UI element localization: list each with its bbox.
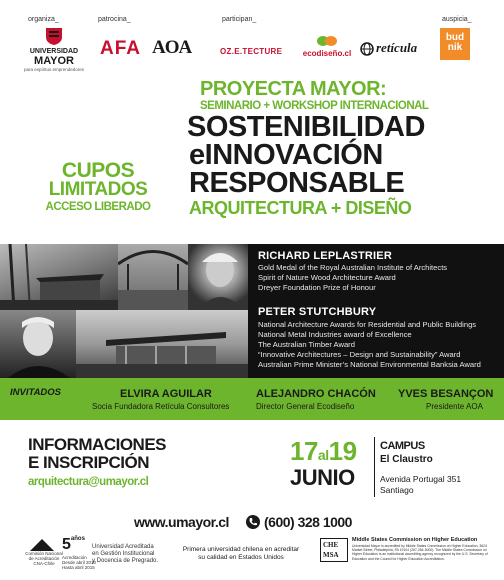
msa-logo-text: MSA <box>323 551 339 559</box>
umayor-logo-line2: MAYOR <box>34 55 74 67</box>
info-heading-line2: E INSCRIPCIÓN <box>28 453 150 472</box>
reticula-logo-text: retícula <box>376 40 418 55</box>
ecodiseno-leaf-icon <box>316 34 338 48</box>
msche-body: Universidad Mayor is accredited by Middle States Commission on Higher Education, 3624 Market Street, Philadelphia, PA 19104 (267-284-5000). The Middle States Commission on Higher Education is an institutional accrediting agency recognized by the U.S. Secretary of Education and the Council for Higher Education Accreditation. <box>352 544 488 561</box>
portrait-illustration <box>188 244 248 310</box>
peter-stutchbury-photo <box>0 310 76 378</box>
venue-line1: CAMPUS <box>380 440 425 452</box>
guest-3-role: Presidente AOA <box>426 402 483 411</box>
umayor-crest-icon <box>44 26 64 46</box>
umayor-logo-tagline: para espíritus emprendedores <box>23 67 85 72</box>
guest-1-name: ELVIRA AGUILAR <box>120 388 212 400</box>
cupos-line3: ACCESO LIBERADO <box>45 201 151 213</box>
auspicia-label: auspicia_ <box>442 16 472 23</box>
years-sub1: Acreditación <box>62 555 87 560</box>
guest-3-name: YVES BESANÇON <box>398 388 494 400</box>
phone-icon <box>246 515 260 529</box>
laureate-2-award-5: Australian Prime Minister’s National Environmental Banksia Award <box>258 360 481 369</box>
venue-line3: Avenida Portugal 351 <box>380 474 462 484</box>
cna-line3: CNA-Chile <box>33 561 55 566</box>
reticula-globe-icon <box>360 42 374 56</box>
organiza-label: organiza_ <box>28 16 59 23</box>
website-link[interactable]: www.umayor.cl <box>134 514 229 530</box>
laureate-1-award-3: Dreyer Foundation Prize of Honour <box>258 283 376 292</box>
cna-logo <box>30 538 54 550</box>
cna-emblem-icon <box>30 539 54 551</box>
main-title-line2-prefix: e <box>189 139 205 171</box>
guest-2-role: Director General Ecodiseño <box>256 402 355 411</box>
forest-house-photo <box>0 244 118 310</box>
event-subtitle: SEMINARIO + WORKSHOP INTERNACIONAL <box>200 100 429 112</box>
accreditation-years-detail <box>62 555 96 570</box>
cupos-line2: LIMITADOS <box>48 179 148 200</box>
laureate-1-name: RICHARD LEPLASTRIER <box>258 250 392 262</box>
portrait-illustration-2 <box>0 310 76 378</box>
event-title: PROYECTA MAYOR: <box>200 78 387 100</box>
laureate-2-award-3: The Australian Timber Award <box>258 340 355 349</box>
venue-line4: Santiago <box>380 485 414 495</box>
guest-1-role: Socia Fundadora Retícula Consultores <box>92 402 230 411</box>
laureate-2-award-1: National Architecture Awards for Residential and Public Buildings <box>258 320 477 329</box>
date-day-start: 17 <box>290 436 318 466</box>
umayor-logo-line1: UNIVERSIDAD <box>29 48 79 55</box>
accreditation-years <box>62 536 85 554</box>
laureates-band <box>0 244 504 378</box>
venue-line2: El Claustro <box>380 454 433 465</box>
years-number: 5 <box>62 536 71 553</box>
afa-logo: AFA <box>100 38 141 59</box>
laureate-2-award-2: National Metal Industries award of Excellence <box>258 330 412 339</box>
primera-line1: Primera universidad chilena en acreditar <box>182 546 300 553</box>
discipline-line: ARQUITECTURA + DISEÑO <box>189 198 412 218</box>
msche-title: Middle States Commission on Higher Education <box>352 537 478 543</box>
budnik-logo <box>440 28 470 60</box>
richard-leplastrier-photo <box>188 244 248 310</box>
acred-line3: y Docencia de Pregrado. <box>92 558 159 564</box>
forest-house-illustration <box>0 244 118 310</box>
info-email-link[interactable]: arquitectura@umayor.cl <box>28 476 149 488</box>
guest-2-name: ALEJANDRO CHACÓN <box>256 388 376 400</box>
years-sub3: Hasta abril 2015 <box>62 565 95 570</box>
date-day-end: 19 <box>328 436 357 466</box>
che-logo-text: CHE <box>323 541 339 549</box>
cna-line2: de Acreditación <box>28 556 60 561</box>
years-sub2: Desde abril 2010 <box>62 560 97 565</box>
phone-number[interactable]: (600) 328 1000 <box>264 514 352 530</box>
cupos-line1: CUPOS <box>61 159 135 182</box>
laureate-1-award-2: Spirit of Nature Wood Architecture Award <box>258 273 396 282</box>
acred-line1: Universidad Acreditada <box>92 544 154 550</box>
aoa-logo <box>152 37 204 61</box>
cna-text <box>22 551 66 566</box>
main-title-line3: RESPONSABLE <box>189 167 405 199</box>
ecodiseno-logo <box>298 34 356 62</box>
participan-label: participan_ <box>222 16 257 23</box>
budnik-logo-text: bud nik <box>445 32 465 53</box>
primera-universidad-text <box>166 546 316 562</box>
cna-line1: Comisión Nacional <box>25 551 63 556</box>
laureate-2-award-4: “Innovative Architectures – Design and Sustainability” Award <box>258 350 461 359</box>
pavilion-illustration <box>76 310 248 378</box>
main-title-line1: SOSTENIBILIDAD <box>187 111 425 143</box>
roof-structure-photo <box>118 244 188 310</box>
patrocina-label: patrocina_ <box>98 16 131 23</box>
laureate-1-award-1: Gold Medal of the Royal Australian Institute of Architects <box>258 263 448 272</box>
acred-line2: en Gestión Institucional <box>92 551 155 557</box>
main-title-line2-word: INNOVACIÓN <box>204 139 383 171</box>
accreditation-text <box>92 544 158 565</box>
universidad-mayor-logo <box>24 26 84 74</box>
guests-bar <box>0 378 504 420</box>
msche-logo <box>320 538 348 562</box>
aoa-logo-text: AOA <box>152 37 192 58</box>
date-al: al <box>317 447 329 463</box>
info-heading-line1: INFORMACIONES <box>28 435 166 454</box>
phone-handset-icon <box>246 515 260 529</box>
ecodiseno-logo-text: ecodiseño.cl <box>302 49 352 58</box>
guests-label: INVITADOS <box>10 387 62 398</box>
roof-structure-illustration <box>118 244 188 310</box>
date-month: JUNIO <box>290 465 355 490</box>
oz-etecture-logo: OZ.E.TECTURE <box>220 47 283 56</box>
years-label: años <box>70 536 85 542</box>
date-venue-divider <box>374 437 375 497</box>
pavilion-photo <box>76 310 248 378</box>
main-title-line2 <box>189 140 383 170</box>
primera-line2: su calidad en Estados Unidos <box>198 554 284 561</box>
laureate-2-name: PETER STUTCHBURY <box>258 306 377 318</box>
event-dates <box>290 436 357 467</box>
reticula-logo <box>360 40 426 60</box>
